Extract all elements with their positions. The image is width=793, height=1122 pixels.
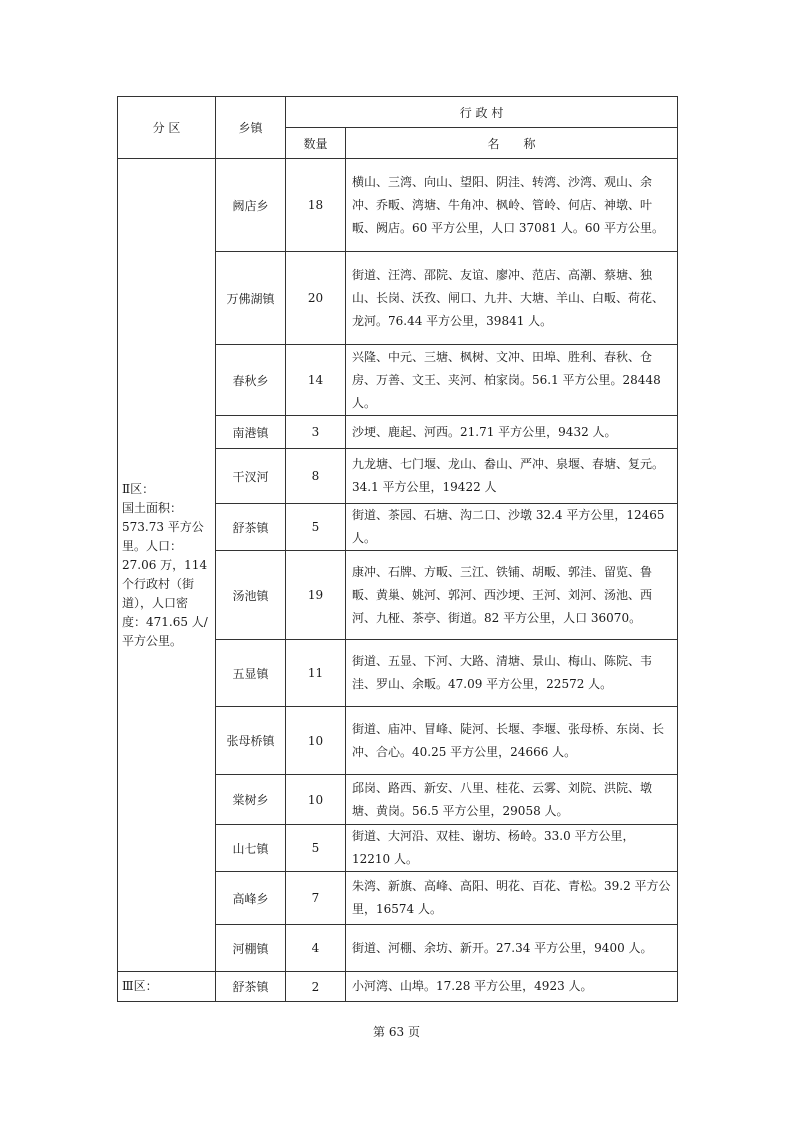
- district-label: Ⅱ区：: [122, 481, 155, 496]
- count-cell: 8: [286, 449, 346, 504]
- names-cell: 康冲、石牌、方畈、三江、铁铺、胡畈、郭洼、留览、鲁畈、黄巢、姚河、郭河、西沙埂、王河、刘河、汤池、西河、九桠、茶亭、街道。82 平方公里，人口 36070。: [346, 551, 678, 640]
- town-cell: 高峰乡: [216, 872, 286, 925]
- header-name: 名 称: [346, 128, 678, 159]
- district-cell-2: [118, 159, 216, 972]
- town-cell: 万佛湖镇: [216, 252, 286, 345]
- page-number: 第 63 页: [373, 1025, 420, 1039]
- names-cell: 兴隆、中元、三塘、枫树、文冲、田埠、胜利、春秋、仓房、万善、文王、夹河、柏家岗。56.1 平方公里。28448 人。: [346, 345, 678, 416]
- village-table: [117, 96, 678, 1002]
- count-cell: 14: [286, 345, 346, 416]
- town-cell: 山七镇: [216, 825, 286, 872]
- count-cell: 4: [286, 925, 346, 972]
- town-cell: 棠树乡: [216, 775, 286, 825]
- count-cell: 19: [286, 551, 346, 640]
- town-cell: 河棚镇: [216, 925, 286, 972]
- names-cell: 横山、三湾、向山、望阳、阴洼、转湾、沙湾、观山、余冲、乔畈、湾塘、牛角冲、枫岭、管岭、何店、神墩、叶畈、阙店。60 平方公里，人口 37081 人。60 平方公里。: [346, 159, 678, 252]
- names-cell: 街道、茶园、石塘、沟二口、沙墩 32.4 平方公里，12465 人。: [346, 504, 678, 551]
- town-cell: 舒茶镇: [216, 972, 286, 1002]
- header-town: 乡镇: [216, 97, 286, 159]
- count-cell: 5: [286, 825, 346, 872]
- names-cell: 九龙塘、七门堰、龙山、畚山、严冲、泉堰、春塘、复元。34.1 平方公里，19422 人: [346, 449, 678, 504]
- names-cell: 街道、庙冲、冒峰、陡河、长堰、李堰、张母桥、东岗、长冲、合心。40.25 平方公里，24666 人。: [346, 707, 678, 775]
- count-cell: 18: [286, 159, 346, 252]
- town-cell: 阙店乡: [216, 159, 286, 252]
- header-village-group: 行 政 村: [286, 97, 678, 128]
- town-cell: 张母桥镇: [216, 707, 286, 775]
- names-cell: 街道、大河沿、双桂、谢坊、杨岭。33.0 平方公里，12210 人。: [346, 825, 678, 872]
- count-cell: 7: [286, 872, 346, 925]
- count-cell: 2: [286, 972, 346, 1002]
- town-cell: 南港镇: [216, 416, 286, 449]
- district-detail: 国土面积：573.73 平方公里。人口：27.06 万，114 个行政村（街道），人口密度：471.65 人/平方公里。: [122, 500, 208, 648]
- town-cell: 汤池镇: [216, 551, 286, 640]
- names-cell: 朱湾、新旗、高峰、高阳、明花、百花、青松。39.2 平方公里，16574 人。: [346, 872, 678, 925]
- district-cell-3: Ⅲ区：: [118, 972, 216, 1002]
- town-cell: 春秋乡: [216, 345, 286, 416]
- header-row-1: [118, 97, 678, 128]
- names-cell: 邱岗、路西、新安、八里、桂花、云雾、刘院、洪院、墩塘、黄岗。56.5 平方公里，29058 人。: [346, 775, 678, 825]
- count-cell: 11: [286, 640, 346, 707]
- count-cell: 10: [286, 775, 346, 825]
- count-cell: 5: [286, 504, 346, 551]
- names-cell: 街道、汪湾、邵院、友谊、廖冲、范店、高潮、蔡塘、独山、长岗、沃孜、闸口、九井、大塘、羊山、白畈、荷花、龙河。76.44 平方公里，39841 人。: [346, 252, 678, 345]
- names-cell: 街道、五显、下河、大路、清塘、景山、梅山、陈院、韦洼、罗山、余畈。47.09 平方公里，22572 人。: [346, 640, 678, 707]
- table-row: [118, 159, 678, 252]
- count-cell: 20: [286, 252, 346, 345]
- header-count: 数量: [286, 128, 346, 159]
- names-cell: 街道、河棚、余坊、新开。27.34 平方公里，9400 人。: [346, 925, 678, 972]
- names-cell: 沙埂、鹿起、河西。21.71 平方公里，9432 人。: [346, 416, 678, 449]
- names-cell: 小河湾、山埠。17.28 平方公里，4923 人。: [346, 972, 678, 1002]
- count-cell: 3: [286, 416, 346, 449]
- count-cell: 10: [286, 707, 346, 775]
- town-cell: 舒茶镇: [216, 504, 286, 551]
- town-cell: 干汊河: [216, 449, 286, 504]
- table-row: [118, 972, 678, 1002]
- header-district: 分 区: [118, 97, 216, 159]
- town-cell: 五显镇: [216, 640, 286, 707]
